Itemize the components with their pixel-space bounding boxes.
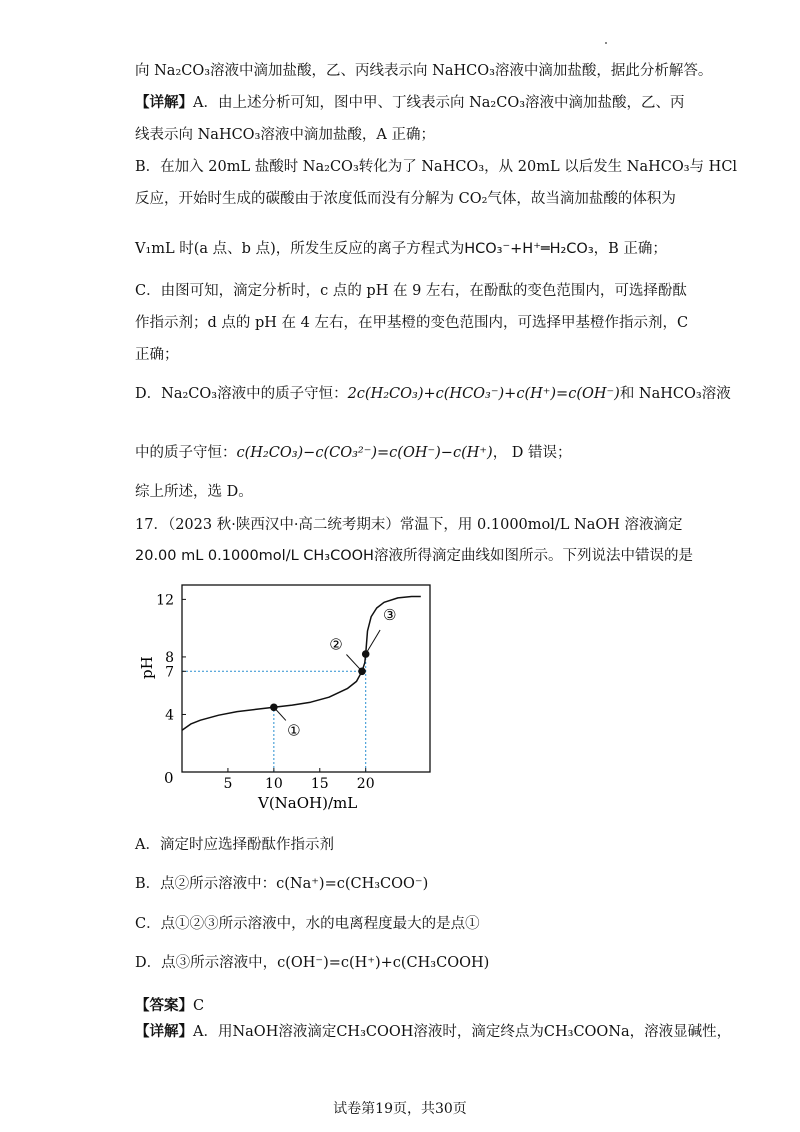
line-8: 作指示剂；d 点的 pH 在 4 左右，在甲基橙的变色范围内，可选择甲基橙作指示剂，C xyxy=(135,315,689,331)
page-footer: 试卷第19页，共30页 xyxy=(333,1101,467,1117)
question-17-line-2: 20.00 mL 0.1000mol/L CH₃COOH溶液所得滴定曲线如图所示。下列说法中错误的是 xyxy=(135,548,693,564)
x-axis-label: V(NaOH)/mL xyxy=(258,794,358,812)
answer-value: C xyxy=(193,998,205,1014)
detail-tag-2: 【详解】 xyxy=(135,1024,193,1040)
detail-line xyxy=(135,1022,731,1042)
y-axis-label: pH xyxy=(138,656,156,679)
line-12: 综上所述，选 D。 xyxy=(135,484,253,500)
option-c: C．点①②③所示溶液中，水的电离程度最大的是点① xyxy=(135,916,480,932)
question-17-line-1: 17．（2023 秋·陕西汉中·高二统考期末）常温下，用 0.1000mol/L NaOH 溶液滴定 xyxy=(135,517,683,533)
titration-chart xyxy=(140,580,460,820)
line-6-text-b: ，B 正确； xyxy=(593,241,667,257)
data-point xyxy=(362,650,370,658)
answer-line xyxy=(135,996,204,1016)
option-b: B．点②所示溶液中：c(Na⁺)=c(CH₃COO⁻) xyxy=(135,876,429,892)
x-tick-label: 15 xyxy=(310,776,329,792)
answer-tag: 【答案】 xyxy=(135,998,193,1014)
line-11-text-b: ， D 错误； xyxy=(492,445,572,461)
x-tick-label: 20 xyxy=(356,776,375,792)
line-11 xyxy=(135,443,572,463)
line-10 xyxy=(135,384,731,404)
line-3: 线表示向 NaHCO₃溶液中滴加盐酸，A 正确； xyxy=(135,127,435,143)
line-2-text: A．由上述分析可知，图中甲、丁线表示向 Na₂CO₃溶液中滴加盐酸，乙、丙 xyxy=(193,95,685,111)
line-4: B．在加入 20mL 盐酸时 Na₂CO₃转化为了 NaHCO₃，从 20mL 以后发生 NaHCO₃与 HCl xyxy=(135,159,738,175)
y-tick-label: 12 xyxy=(156,592,174,609)
line-11-text-a: 中的质子守恒： xyxy=(135,445,237,461)
line-9: 正确； xyxy=(135,347,179,363)
point-label: ② xyxy=(329,635,343,654)
axis-ticks xyxy=(156,592,374,792)
point-label: ① xyxy=(287,721,301,740)
guide-lines xyxy=(182,654,366,772)
data-point xyxy=(270,703,278,711)
line-6-text-a: V₁mL 时(a 点、b 点)，所发生反应的离子方程式为 xyxy=(135,241,465,257)
proton-balance-nahco3: c(H₂CO₃)−c(CO₃²⁻)=c(OH⁻)−c(H⁺) xyxy=(236,445,493,461)
line-2 xyxy=(135,93,685,113)
y-tick-label: 4 xyxy=(165,707,174,724)
line-1: 向 Na₂CO₃溶液中滴加盐酸，乙、丙线表示向 NaHCO₃溶液中滴加盐酸，据此分析解答。 xyxy=(135,63,713,79)
y-tick-label: 7 xyxy=(165,664,174,681)
line-10-text-a: D．Na₂CO₃溶液中的质子守恒： xyxy=(135,386,348,402)
data-point xyxy=(358,668,366,676)
detail-tag: 【详解】 xyxy=(135,95,193,111)
detail-text: A．用NaOH溶液滴定CH₃COOH溶液时，滴定终点为CH₃COONa，溶液显碱性， xyxy=(193,1024,732,1040)
line-7: C．由图可知，滴定分析时，c 点的 pH 在 9 左右，在酚酞的变色范围内，可选择酚酞 xyxy=(135,283,687,299)
x-tick-label: 10 xyxy=(264,776,283,792)
y-tick-label: 8 xyxy=(165,649,174,666)
marked-points xyxy=(270,606,396,739)
line-5: 反应，开始时生成的碳酸由于浓度低而没有分解为 CO₂气体，故当滴加盐酸的体积为 xyxy=(135,191,676,207)
line-6 xyxy=(135,239,667,259)
x-tick-label: 5 xyxy=(223,776,233,792)
origin-label: 0 xyxy=(164,769,174,787)
option-d: D．点③所示溶液中，c(OH⁻)=c(H⁺)+c(CH₃COOH) xyxy=(135,955,490,971)
point-label: ③ xyxy=(382,606,397,625)
option-a: A．滴定时应选择酚酞作指示剂 xyxy=(135,837,334,853)
line-10-text-b: 和 NaHCO₃溶液 xyxy=(619,386,731,402)
ion-equation: HCO₃⁻+H⁺═H₂CO₃ xyxy=(464,241,594,257)
proton-balance-na2co3: 2c(H₂CO₃)+c(HCO₃⁻)+c(H⁺)=c(OH⁻) xyxy=(347,386,620,402)
speck xyxy=(605,42,607,44)
